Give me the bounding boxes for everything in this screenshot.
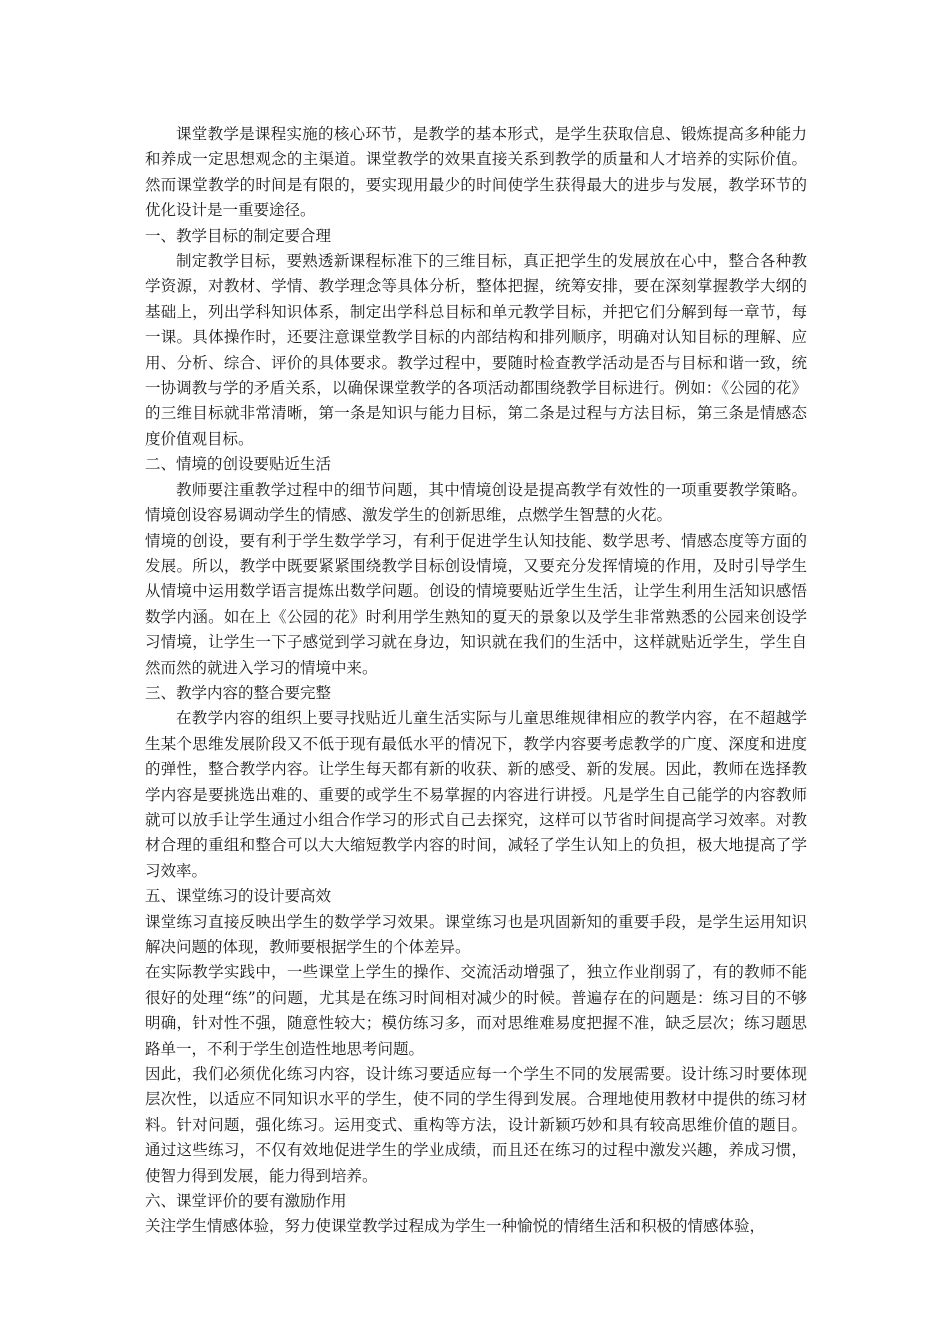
section-3-paragraph-1: 在教学内容的组织上要寻找贴近儿童生活实际与儿童思维规律相应的教学内容，在不超越学生某个思维发展阶段又不低于现有最低水平的情况下，教学内容要考虑教学的广度、深度和进度的弹性，整合教学内容。让学生每天都有新的收获、新的感受、新的发展。因此，教师在选择教学内容是要挑选出难的、重要的或学生不易掌握的内容进行讲授。凡是学生自己能学的内容教师就可以放手让学生通过小组合作学习的形式自己去探究，这样可以节省时间提高学习效率。对教材合理的重组和整合可以大大缩短教学内容的时间，减轻了学生认知上的负担，极大地提高了学习效率。 xyxy=(145,709,807,880)
section-5-paragraph-1: 课堂练习直接反映出学生的数学学习效果。课堂练习也是巩固新知的重要手段，是学生运用知识解决问题的体现，教师要根据学生的个体差异。 xyxy=(145,912,807,956)
section-5-paragraph-3: 因此，我们必须优化练习内容，设计练习要适应每一个学生不同的发展需要。设计练习时要体现层次性，以适应不同知识水平的学生，使不同的学生得到发展。合理地使用教材中提供的练习材料。针对问题，强化练习。运用变式、重构等方法，设计新颖巧妙和具有较高思维价值的题目。通过这些练习，不仅有效地促进学生的学业成绩，而且还在练习的过程中激发兴趣，养成习惯，使智力得到发展，能力得到培养。 xyxy=(145,1065,807,1185)
section-1-heading: 一、教学目标的制定要合理 xyxy=(145,226,332,245)
section-2-paragraph-2: 情境的创设，要有利于学生数学学习，有利于促进学生认知技能、数学思考、情感态度等方面的发展。所以，教学中既要紧紧围绕教学目标创设情境，又要充分发挥情境的作用，及时引导学生从情境中运用数学语言提炼出数学问题。创设的情境要贴近学生生活，让学生利用生活知识感悟数学内涵。如在上《公园的花》时利用学生熟知的夏天的景象以及学生非常熟悉的公园来创设学习情境，让学生一下子感觉到学习就在身边，知识就在我们的生活中，这样就贴近学生，学生自然而然的就进入学习的情境中来。 xyxy=(145,531,807,677)
document-page xyxy=(145,122,807,1240)
section-1-paragraph-1: 制定教学目标，要熟透新课程标准下的三维目标，真正把学生的发展放在心中，整合各种教学资源，对教材、学情、教学理念等具体分析，整体把握，统筹安排，要在深刻掌握教学大纲的基础上，列出学科知识体系，制定出学科总目标和单元教学目标，并把它们分解到每一章节，每一课。具体操作时，还要注意课堂教学目标的内部结构和排列顺序，明确对认知目标的理解、应用、分析、综合、评价的具体要求。教学过程中，要随时检查教学活动是否与目标和谐一致，统一协调教与学的矛盾关系，以确保课堂教学的各项活动都围绕教学目标进行。例如：《公园的花》的三维目标就非常清晰，第一条是知识与能力目标，第二条是过程与方法目标，第三条是情感态度价值观目标。 xyxy=(145,252,807,448)
section-3-heading: 三、教学内容的整合要完整 xyxy=(145,683,332,702)
section-2-heading: 二、情境的创设要贴近生活 xyxy=(145,455,332,474)
section-6-paragraph-1: 关注学生情感体验，努力使课堂教学过程成为学生一种愉悦的情绪生活和积极的情感体验， xyxy=(145,1217,766,1236)
section-2-paragraph-1: 教师要注重教学过程中的细节问题，其中情境创设是提高教学有效性的一项重要教学策略。情境创设容易调动学生的情感、激发学生的创新思维，点燃学生智慧的火花。 xyxy=(145,480,807,525)
section-5-paragraph-2: 在实际教学实践中，一些课堂上学生的操作、交流活动增强了，独立作业削弱了，有的教师不能很好的处理“练”的问题，尤其是在练习时间相对减少的时候。普遍存在的问题是：练习目的不够明确，针对性不强，随意性较大；模仿练习多，而对思维难易度把握不准，缺乏层次；练习题思路单一，不利于学生创造性地思考问题。 xyxy=(145,963,807,1058)
intro-paragraph: 课堂教学是课程实施的核心环节，是教学的基本形式，是学生获取信息、锻炼提高多种能力和养成一定思想观念的主渠道。课堂教学的效果直接关系到教学的质量和人才培养的实际价值。然而课堂教学的时间是有限的，要实现用最少的时间使学生获得最大的进步与发展，教学环节的优化设计是一重要途径。 xyxy=(145,125,807,220)
section-6-heading: 六、课堂评价的要有激励作用 xyxy=(145,1192,347,1211)
section-5-heading: 五、课堂练习的设计要高效 xyxy=(145,887,332,906)
